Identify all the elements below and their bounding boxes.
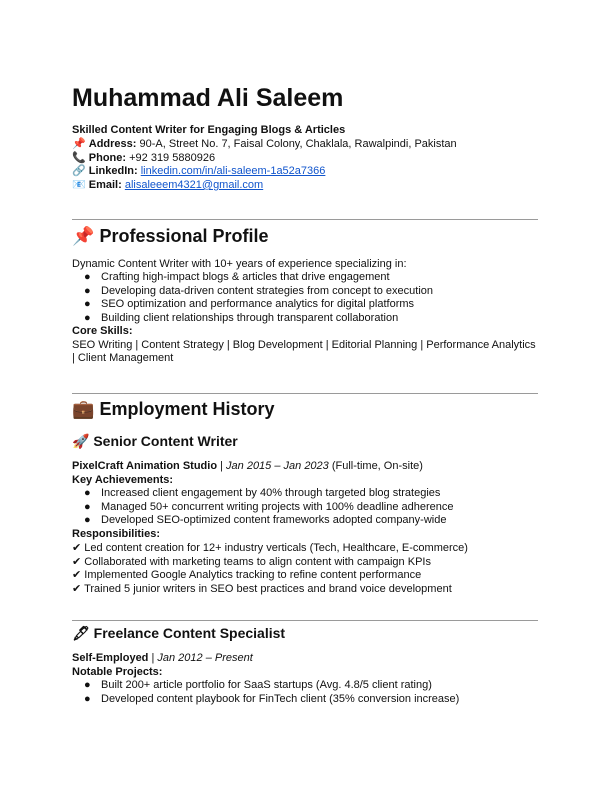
resume-name: Muhammad Ali Saleem xyxy=(72,84,344,112)
contact-value: +92 319 5880926 xyxy=(129,152,216,164)
section-heading-text: Employment History xyxy=(99,399,275,419)
contact-value: 90-A, Street No. 7, Faisal Colony, Chaklala, Rawalpindi, Pakistan xyxy=(139,138,457,150)
section-divider xyxy=(72,219,538,220)
list-item: ● Developing data-driven content strategies from concept to execution xyxy=(84,285,434,297)
section-divider xyxy=(72,620,538,621)
projects-label: Notable Projects: xyxy=(72,666,163,678)
list-item: ✔ Implemented Google Analytics tracking to refine content performance xyxy=(72,568,422,581)
checkmark-icon: ✔ xyxy=(72,541,82,554)
list-item: ● Managed 50+ concurrent writing projects with 100% deadline adherence xyxy=(84,501,454,513)
contact-label: LinkedIn: xyxy=(88,165,138,177)
profile-intro: Dynamic Content Writer with 10+ years of experience specializing in: xyxy=(72,258,407,270)
job-meta: PixelCraft Animation Studio | Jan 2015 – Jan 2023 (Full-time, On-site) xyxy=(72,460,423,472)
job-title: 🚀 Senior Content Writer xyxy=(72,433,238,450)
pin-icon: 📌 xyxy=(72,137,86,150)
section-heading-text: Professional Profile xyxy=(99,226,269,246)
list-item: ✔ Led content creation for 12+ industry verticals (Tech, Healthcare, E-commerce) xyxy=(72,541,468,554)
job-title: 🖋 Freelance Content Specialist xyxy=(72,625,286,642)
section-heading-profile xyxy=(72,226,269,247)
achievements-label: Key Achievements: xyxy=(72,474,174,486)
pushpin-icon: 📌 xyxy=(72,226,95,247)
section-heading-employment xyxy=(72,399,274,420)
checkmark-icon: ✔ xyxy=(72,582,82,595)
linkedin-link[interactable]: linkedin.com/in/ali-saleem-1a52a7366 xyxy=(140,165,326,177)
list-item: ● SEO optimization and performance analytics for digital platforms xyxy=(84,298,415,310)
checkmark-icon: ✔ xyxy=(72,568,82,581)
contact-phone xyxy=(72,151,215,164)
link-icon: 🔗 xyxy=(72,164,86,177)
email-link[interactable]: alisaleeem4321@gmail.com xyxy=(124,179,264,191)
list-item: ● Developed SEO-optimized content frameworks adopted company-wide xyxy=(84,514,447,526)
list-item: ● Building client relationships through transparent collaboration xyxy=(84,312,399,324)
list-item: ● Crafting high-impact blogs & articles that drive engagement xyxy=(84,271,390,283)
contact-linkedin xyxy=(72,164,325,177)
contact-label: Address: xyxy=(88,138,137,150)
resume-tagline: Skilled Content Writer for Engaging Blogs & Articles xyxy=(72,124,346,136)
rocket-icon: 🚀 xyxy=(72,434,90,450)
list-item: ● Developed content playbook for FinTech client (35% conversion increase) xyxy=(84,693,460,705)
list-item: ● Increased client engagement by 40% through targeted blog strategies xyxy=(84,487,441,499)
job-dates: Jan 2012 – Present xyxy=(157,652,253,664)
email-icon: 📧 xyxy=(72,178,86,191)
core-skills-line: SEO Writing | Content Strategy | Blog Development | Editorial Planning | Performance Analytics xyxy=(72,339,536,351)
checkmark-icon: ✔ xyxy=(72,555,82,568)
briefcase-icon: 💼 xyxy=(72,399,95,420)
job-company: PixelCraft Animation Studio xyxy=(72,460,218,472)
job-type: (Full-time, On-site) xyxy=(328,460,423,472)
contact-address xyxy=(72,137,457,150)
contact-label: Phone: xyxy=(88,152,127,164)
phone-icon: 📞 xyxy=(72,151,86,164)
job-dates: Jan 2015 – Jan 2023 xyxy=(226,460,329,472)
core-skills-label: Core Skills: xyxy=(72,325,133,337)
contact-email xyxy=(72,178,263,191)
pen-icon: 🖋 xyxy=(72,626,90,642)
job-meta: Self-Employed | Jan 2012 – Present xyxy=(72,652,253,664)
list-item: ✔ Trained 5 junior writers in SEO best practices and brand voice development xyxy=(72,582,452,595)
list-item: ✔ Collaborated with marketing teams to align content with campaign KPIs xyxy=(72,555,431,568)
responsibilities-label: Responsibilities: xyxy=(72,528,161,540)
core-skills-line: | Client Management xyxy=(72,352,174,364)
section-divider xyxy=(72,393,538,394)
contact-label: Email: xyxy=(88,179,122,191)
list-item: ● Built 200+ article portfolio for SaaS startups (Avg. 4.8/5 client rating) xyxy=(84,679,432,691)
job-company: Self-Employed xyxy=(72,652,149,664)
